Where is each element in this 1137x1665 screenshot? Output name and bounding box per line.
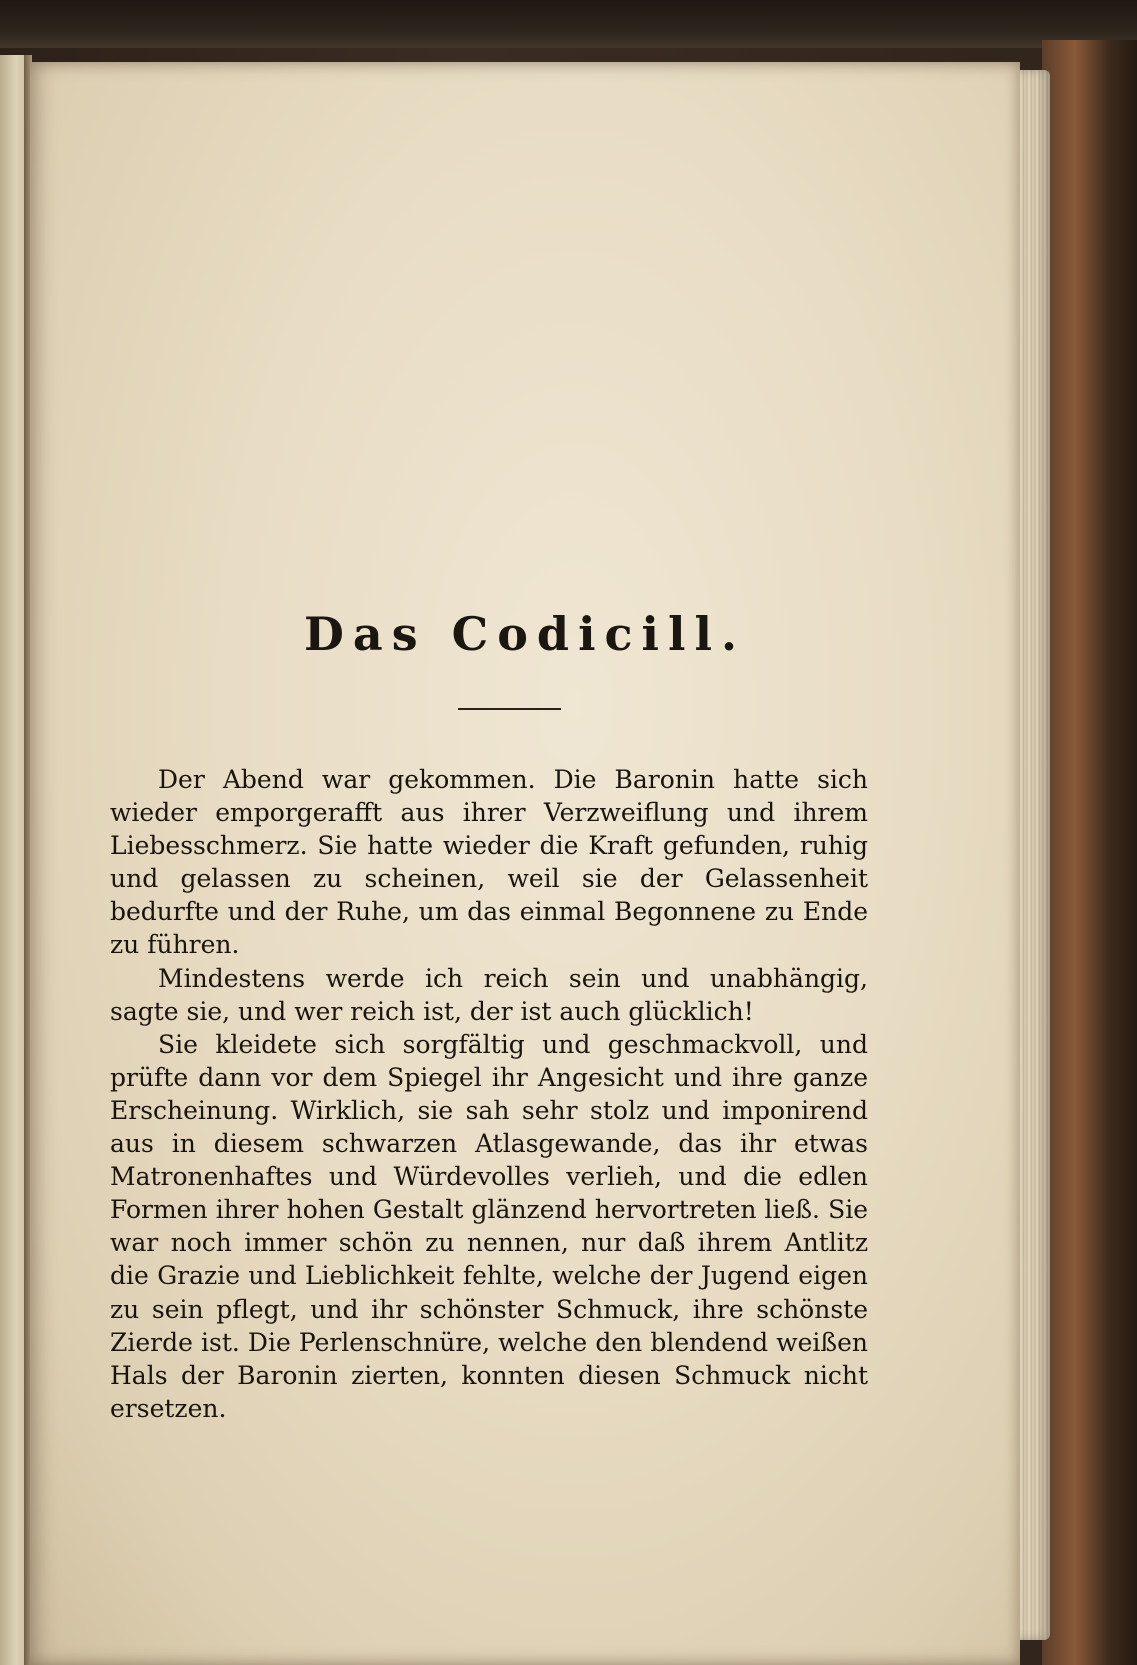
chapter-title: Das Codicill. [304, 607, 746, 661]
paragraph: Der Abend war gekommen. Die Baronin hatte sich wieder emporgerafft aus ihrer Verzweiflung und ihrem Liebesschmerz. Sie hatte wieder die Kraft gefunden, ruhig und gelassen zu scheinen, weil sie der Gelassenheit bedurfte und der Ruhe, um das einmal Begonnene zu Ende zu führen. [110, 765, 868, 960]
cover-edge-top [0, 0, 1137, 48]
book-page [30, 62, 1020, 1665]
cover-edge-right [1042, 40, 1137, 1665]
left-facing-page [0, 55, 26, 1665]
body-text [110, 763, 868, 1425]
paragraph: Mindestens werde ich reich sein und unabhängig, sagte sie, und wer reich ist, der ist auch glücklich! [110, 963, 868, 1026]
paragraph: Sie kleidete sich sorgfältig und geschmackvoll, und prüfte dann vor dem Spiegel ihr Angesicht und ihre ganze Erscheinung. Wirklich, sie sah sehr stolz und imponirend aus in diesem schwarzen Atlasgewande, das ihr etwas Matronenhaftes und Würdevolles verlieh, und die edlen Formen ihrer hohen Gestalt glänzend hervortreten ließ. Sie war noch immer schön zu nennen, nur daß ihrem Antlitz die Grazie und Lieblichkeit fehlte, welche der Jugend eigen zu sein pflegt, und ihr schönster Schmuck, ihre schönste Zierde ist. Die Perlenschnüre, welche den blendend weißen Hals der Baronin zierten, konnten diesen Schmuck nicht ersetzen. [110, 1029, 868, 1423]
title-divider [458, 708, 561, 710]
